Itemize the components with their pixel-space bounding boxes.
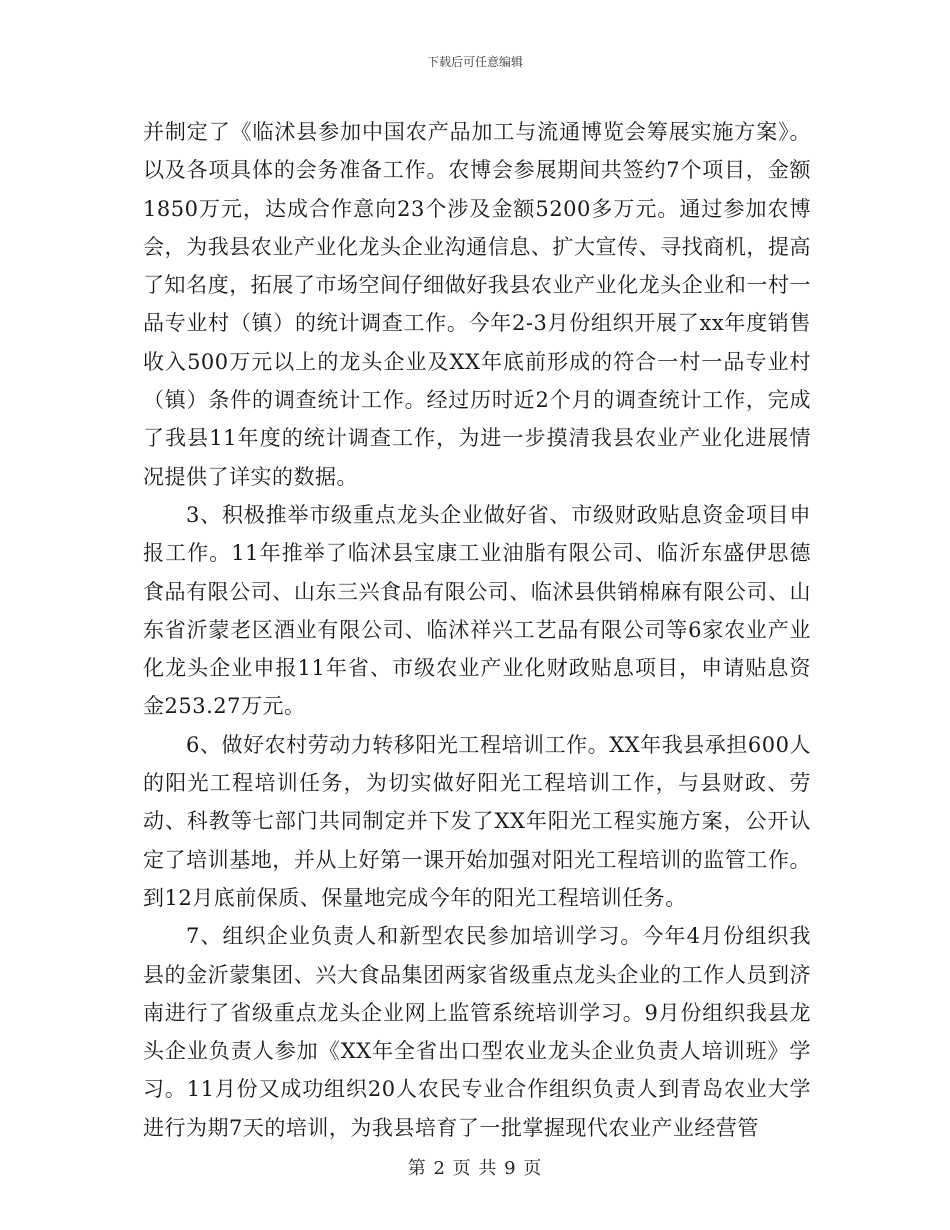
paragraph-item-3: 3、积极推举市级重点龙头企业做好省、市级财政贴息资金项目申报工作。11年推举了临沭县宝康工业油脂有限公司、临沂东盛伊思德食品有限公司、山东三兴食品有限公司、临沭县供销棉麻有限公司、山东省沂蒙老区酒业有限公司、临沭祥兴工艺品有限公司等6家农业产业化龙头企业申报11年省、市级农业产业化财政贴息项目，申请贴息资金253.27万元。 (143, 502, 811, 719)
header-note: 下载后可任意编辑 (426, 55, 523, 69)
document-body (143, 113, 811, 1147)
paragraph-continuation: 并制定了《临沭县参加中国农产品加工与流通博览会筹展实施方案》。以及各项具体的会务准备工作。农博会参展期间共签约7个项目，金额1850万元，达成合作意向23个涉及金额5200多万元。通过参加农博会，为我县农业产业化龙头企业沟通信息、扩大宣传、寻找商机，提高了知名度，拓展了市场空间仔细做好我县农业产业化龙头企业和一村一品专业村（镇）的统计调查工作。今年2-3月份组织开展了xx年度销售收入500万元以上的龙头企业及XX年底前形成的符合一村一品专业村（镇）条件的调查统计工作。经过历时近2个月的调查统计工作，完成了我县11年度的统计调查工作，为进一步摸清我县农业产业化进展情况提供了详实的数据。 (143, 120, 811, 489)
paragraph-item-7: 7、组织企业负责人和新型农民参加培训学习。今年4月份组织我县的金沂蒙集团、兴大食品集团两家省级重点龙头企业的工作人员到济南进行了省级重点龙头企业网上监管系统培训学习。9月份组织我县龙头企业负责人参加《XX年全省出口型农业龙头企业负责人培训班》学习。11月份又成功组织20人农民专业合作组织负责人到青岛农业大学进行为期7天的培训，为我县培育了一批掌握现代农业产业经营管 (143, 924, 811, 1140)
paragraph-item-6: 6、做好农村劳动力转移阳光工程培训工作。XX年我县承担600人的阳光工程培训任务，为切实做好阳光工程培训工作，与县财政、劳动、科教等七部门共同制定并下发了XX年阳光工程实施方案，公开认定了培训基地，并从上好第一课开始加强对阳光工程培训的监管工作。到12月底前保质、保量地完成今年的阳光工程培训任务。 (143, 732, 811, 910)
page-number: 第 2 页 共 9 页 (407, 1158, 543, 1179)
